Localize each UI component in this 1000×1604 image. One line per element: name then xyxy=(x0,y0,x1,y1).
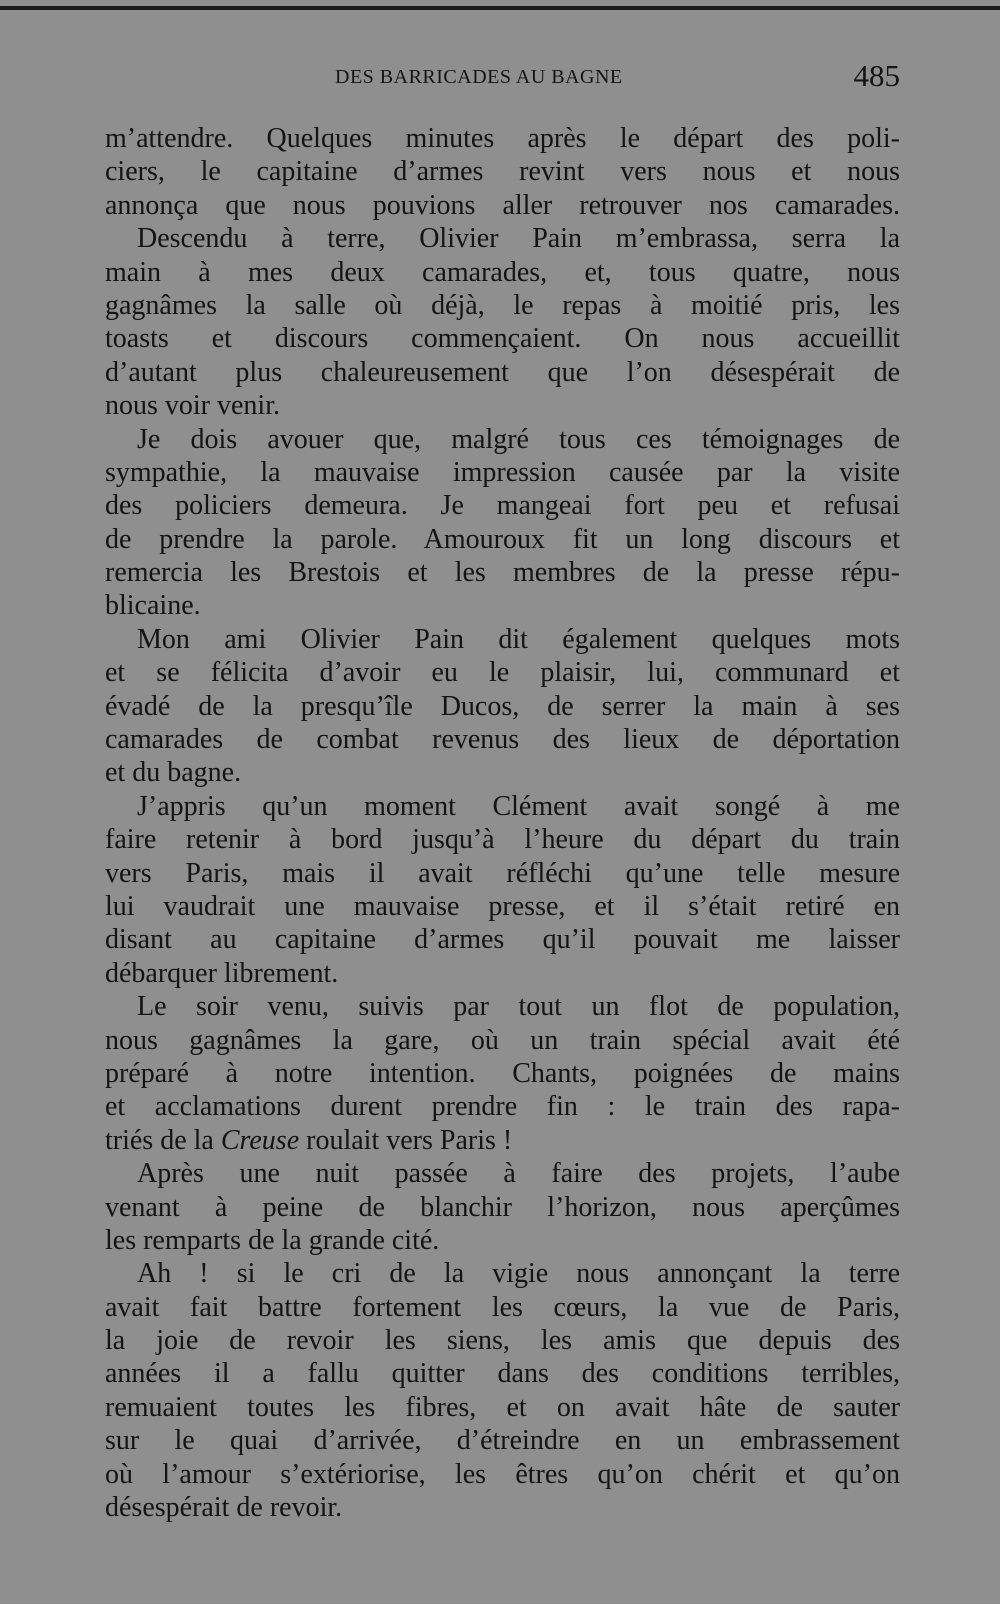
text-segment: triés de la xyxy=(105,1124,214,1156)
text-line: avait fait battre fortement les cœurs, la vue de Paris, xyxy=(105,1291,900,1323)
text-line: gagnâmes la salle où déjà, le repas à moitié pris, les xyxy=(105,289,900,321)
text-line: lui vaudrait une mauvaise presse, et il s’était retiré en xyxy=(105,890,900,922)
text-line: remuaient toutes les fibres, et on avait hâte de sauter xyxy=(105,1391,900,1423)
top-rule xyxy=(0,6,1000,10)
text-line: faire retenir à bord jusqu’à l’heure du départ du train xyxy=(105,824,900,856)
text-line: sympathie, la mauvaise impression causée par la visite xyxy=(105,456,900,488)
text-line: années il a fallu quitter dans des conditions terribles, xyxy=(105,1358,900,1390)
text-line: où l’amour s’extériorise, les êtres qu’on chérit et qu’on xyxy=(105,1458,900,1490)
text-line: camarades de combat revenus des lieux de déportation xyxy=(105,724,900,756)
text-line: blicaine. xyxy=(105,590,201,622)
text-line: remercia les Brestois et les membres de la presse répu- xyxy=(105,557,900,589)
text-line: des policiers demeura. Je mangeai fort peu et refusai xyxy=(105,490,900,522)
text-line: Le soir venu, suivis par tout un flot de population, xyxy=(137,991,900,1023)
text-line: m’attendre. Quelques minutes après le départ des poli- xyxy=(105,123,900,154)
text-line: ciers, le capitaine d’armes revint vers nous et nous xyxy=(105,156,900,188)
text-line: venant à peine de blanchir l’horizon, nous aperçûmes xyxy=(105,1191,900,1223)
text-line: vers Paris, mais il avait réfléchi qu’une telle mesure xyxy=(105,857,900,889)
text-line: nous gagnâmes la gare, où un train spécial avait été xyxy=(105,1024,900,1056)
text-line: les remparts de la grande cité. xyxy=(105,1224,440,1256)
text-line: toasts et discours commençaient. On nous accueillit xyxy=(105,323,900,355)
text-line: Je dois avouer que, malgré tous ces témoignages de xyxy=(137,423,900,455)
text-line: main à mes deux camarades, et, tous quatre, nous xyxy=(105,256,900,288)
text-line: désespérait de revoir. xyxy=(105,1492,343,1524)
text-line: et du bagne. xyxy=(105,757,242,789)
text-line: J’appris qu’un moment Clément avait songé à me xyxy=(137,790,900,822)
text-line: nous voir venir. xyxy=(105,390,280,422)
text-line: sur le quai d’arrivée, d’étreindre en un embrassement xyxy=(105,1425,900,1457)
text-line: d’autant plus chaleureusement que l’on désespérait de xyxy=(105,356,900,388)
text-line: Mon ami Olivier Pain dit également quelques mots xyxy=(137,623,900,655)
text-line: débarquer librement. xyxy=(105,957,339,989)
text-line: Descendu à terre, Olivier Pain m’embrassa, serra la xyxy=(137,223,900,255)
body-text xyxy=(105,122,900,1524)
text-line: disant au capitaine d’armes qu’il pouvait me laisser xyxy=(105,924,900,956)
text-line: Après une nuit passée à faire des projets, l’aube xyxy=(137,1158,900,1190)
text-line: annonça que nous pouvions aller retrouver nos camarades. xyxy=(105,189,900,221)
text-line: et acclamations durent prendre fin : le train des rapa- xyxy=(105,1091,900,1123)
page-number: 485 xyxy=(853,58,900,93)
running-head xyxy=(105,58,900,98)
text-segment: roulait vers Paris ! xyxy=(299,1124,513,1156)
running-title: DES BARRICADES AU BAGNE xyxy=(335,66,623,88)
text-line: et se félicita d’avoir eu le plaisir, lui, communard et xyxy=(105,657,900,689)
text-line: de prendre la parole. Amouroux fit un long discours et xyxy=(105,523,900,555)
ship-name: Creuse xyxy=(220,1124,300,1156)
text-line: préparé à notre intention. Chants, poignées de mains xyxy=(105,1057,900,1089)
text-line: la joie de revoir les siens, les amis que depuis des xyxy=(105,1325,900,1357)
text-line: Ah ! si le cri de la vigie nous annonçant la terre xyxy=(137,1258,900,1290)
text-line: évadé de la presqu’île Ducos, de serrer la main à ses xyxy=(105,690,900,722)
text-line xyxy=(105,1124,900,1157)
